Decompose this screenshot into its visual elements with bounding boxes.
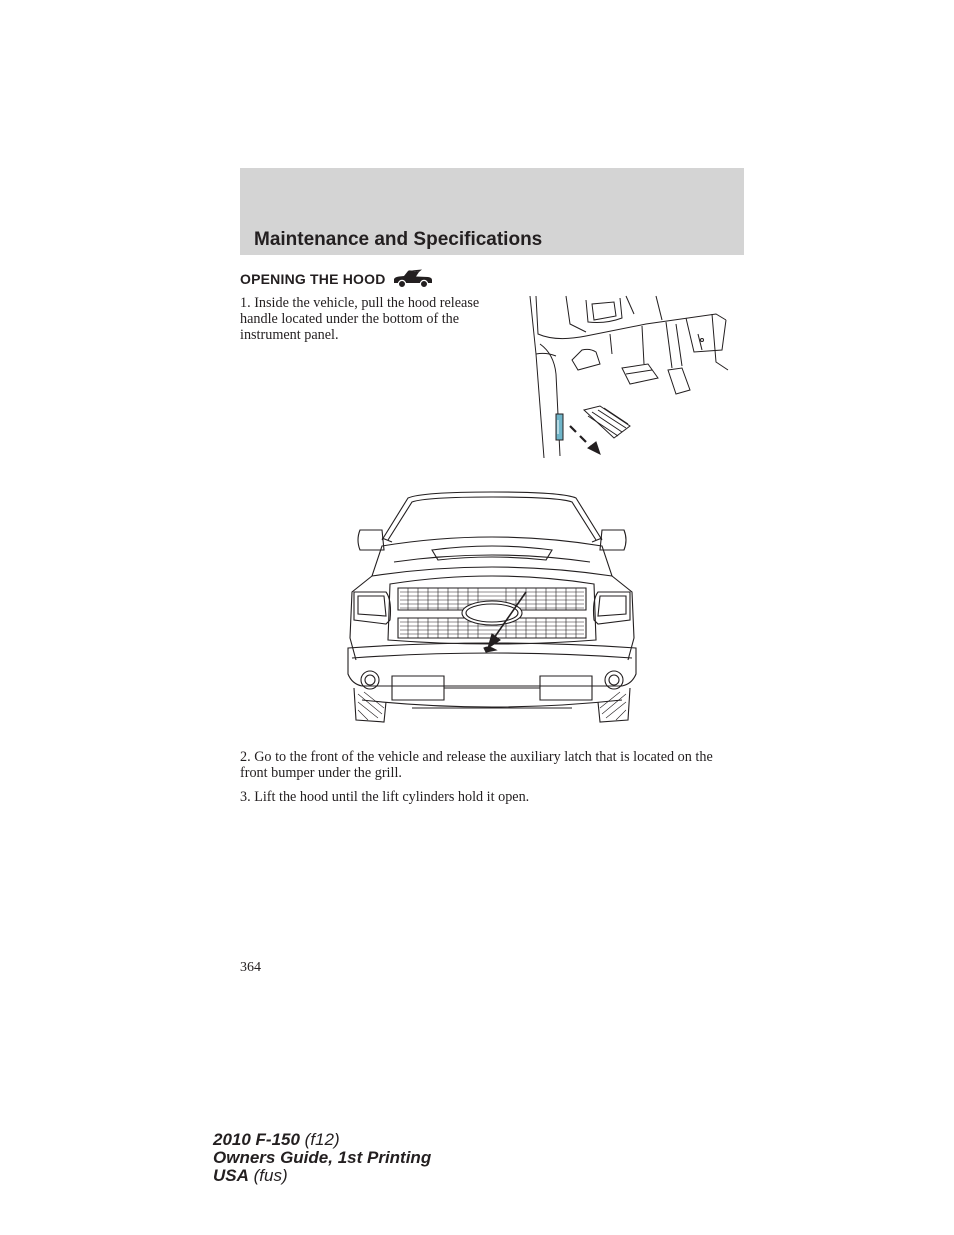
section-heading-text: OPENING THE HOOD xyxy=(240,271,386,287)
section-header-band xyxy=(240,168,744,255)
page-number: 364 xyxy=(240,960,261,975)
section-heading xyxy=(240,269,434,289)
footer-line-1: 2010 F-150 (f12) xyxy=(213,1130,340,1149)
footer-line-3: USA (fus) xyxy=(213,1166,288,1185)
chapter-title: Maintenance and Specifications xyxy=(254,229,543,250)
step-1-text: 1. Inside the vehicle, pull the hood release handle located under the bottom of the instrument panel. xyxy=(240,295,480,343)
step-2-text: 2. Go to the front of the vehicle and release the auxiliary latch that is located on the front bumper under the grill. xyxy=(240,749,713,781)
document-footer xyxy=(213,1131,431,1185)
car-hood-icon xyxy=(392,269,434,289)
hood-release-handle-illustration xyxy=(526,294,732,460)
front-of-truck-auxiliary-latch-illustration xyxy=(342,488,642,726)
step-3-text: 3. Lift the hood until the lift cylinders hold it open. xyxy=(240,789,530,805)
footer-line-2: Owners Guide, 1st Printing xyxy=(213,1148,432,1167)
